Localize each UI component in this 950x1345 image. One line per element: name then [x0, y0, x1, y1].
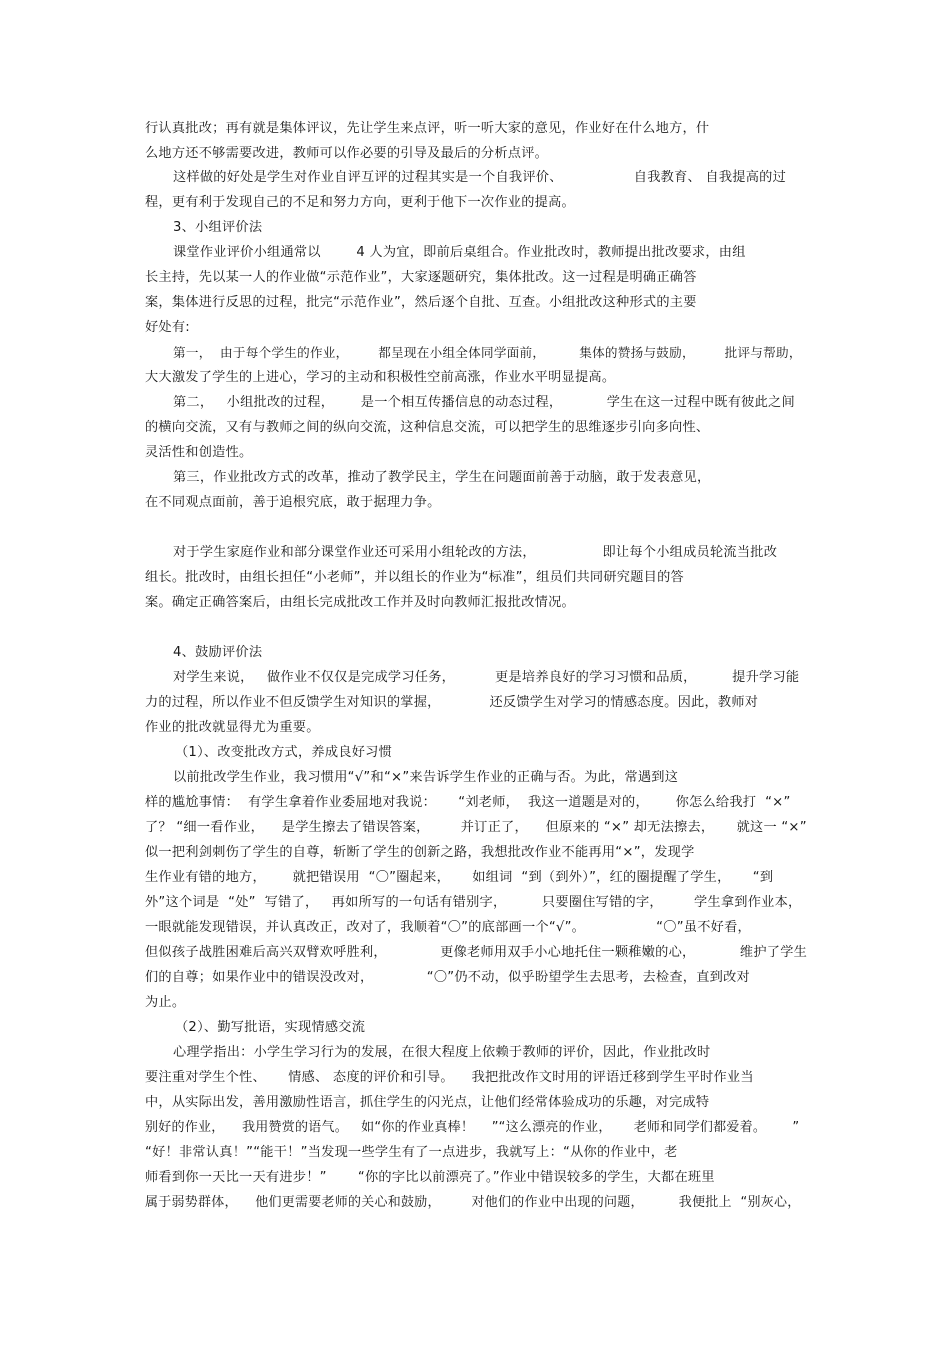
- text-line: 行认真批改；再有就是集体评议，先让学生来点评，听一听大家的意见，作业好在什么地方，什: [145, 121, 710, 136]
- text-line: 们的自尊；如果作业中的错误没改对， “〇”仍不动，似乎盼望学生去思考，去检查，直到改对: [145, 970, 750, 985]
- text-line: 师看到你一天比一天有进步！” “你的字比以前漂亮了。”作业中错误较多的学生，大都在班里: [145, 1170, 715, 1185]
- text-line: 要注重对学生个性、 情感、 态度的评价和引导。 我把批改作文时用的评语迁移到学生平时作业当: [145, 1070, 754, 1085]
- text-line: 心理学指出：小学生学习行为的发展，在很大程度上依赖于教师的评价，因此，作业批改时: [173, 1045, 711, 1060]
- text-line: 灵活性和创造性。: [145, 445, 253, 460]
- text-line: 么地方还不够需要改进，教师可以作必要的引导及最后的分析点评。: [145, 146, 549, 161]
- text-line: 生作业有错的地方， 就把错误用 “〇”圈起来， 如组词 “到（到外）”，红的圈提醒了学生， “到: [145, 870, 774, 885]
- text-line: 为止。: [145, 995, 186, 1010]
- text-line: 作业的批改就显得尤为重要。: [145, 720, 320, 735]
- text-line: 对学生来说， 做作业不仅仅是完成学习任务， 更是培养良好的学习习惯和品质， 提升学习能: [173, 670, 800, 685]
- text-line: 第三，作业批改方式的改革，推动了教学民主，学生在问题面前善于动脑，敢于发表意见，: [173, 470, 711, 485]
- text-line: 案。确定正确答案后，由组长完成批改工作并及时向教师汇报批改情况。: [145, 595, 575, 610]
- subsection-heading: （1）、改变批改方式，养成良好习惯: [175, 745, 393, 760]
- text-line: 中，从实际出发，善用激励性语言，抓住学生的闪光点，让他们经常体验成功的乐趣，对完成特: [145, 1095, 710, 1110]
- text-line: 力的过程，所以作业不但反馈学生对知识的掌握， 还反馈学生对学习的情感态度。因此，教师对: [145, 695, 759, 710]
- text-line: 课堂作业评价小组通常以 4 人为宜，即前后桌组合。作业批改时，教师提出批改要求，由组: [173, 245, 746, 260]
- text-line: 第一， 由于每个学生的作业， 都呈现在小组全体同学面前， 集体的赞扬与鼓励， 批评与帮助，: [173, 345, 802, 360]
- text-line: 程，更有利于发现自己的不足和努力方向，更利于他下一次作业的提高。: [145, 195, 575, 210]
- text-line: 似一把利剑刺伤了学生的自尊，斩断了学生的创新之路，我想批改作业不能再用“×”，发现学: [145, 845, 695, 860]
- text-line: 别好的作业， 我用赞赏的语气。 如“你的作业真棒！ ”“这么漂亮的作业， 老师和同学们都爱着。 ”: [145, 1120, 800, 1135]
- subsection-heading: （2）、勤写批语，实现情感交流: [175, 1020, 366, 1035]
- text-line: 第二， 小组批改的过程， 是一个相互传播信息的动态过程， 学生在这一过程中既有彼此之间: [173, 395, 795, 410]
- text-line: 了？ “细一看作业， 是学生擦去了错误答案， 并订正了， 但原来的 “×” 却无法擦去， 就这一 “×”: [145, 820, 807, 835]
- text-line: 这样做的好处是学生对作业自评互评的过程其实是一个自我评价、 自我教育、 自我提高的过: [173, 170, 787, 185]
- text-line: 的横向交流，又有与教师之间的纵向交流，这种信息交流，可以把学生的思维逐步引向多向性、: [145, 420, 710, 435]
- text-line: 好处有:: [145, 320, 191, 335]
- section-heading: 3、小组评价法: [173, 220, 263, 235]
- text-line: 在不同观点面前，善于追根究底，敢于据理力争。: [145, 495, 441, 510]
- text-line: 对于学生家庭作业和部分课堂作业还可采用小组轮改的方法， 即让每个小组成员轮流当批改: [173, 545, 778, 560]
- section-heading: 4、鼓励评价法: [173, 645, 263, 660]
- text-line: “好！非常认真！”“能干！”当发现一些学生有了一点进步，我就写上：“从你的作业中，老: [145, 1145, 678, 1160]
- text-line: 长主持，先以某一人的作业做“示范作业”，大家逐题研究，集体批改。这一过程是明确正确答: [145, 270, 697, 285]
- text-line: 一眼就能发现错误，并认真改正，改对了，我顺着“〇”的底部画一个“√”。 “〇”虽不好看，: [145, 920, 751, 935]
- text-line: 外”这个词是 “处” 写错了， 再如所写的一句话有错别字， 只要圈住写错的字， 学生拿到作业本，: [145, 895, 802, 910]
- text-line: 样的尴尬事情： 有学生拿着作业委屈地对我说： “刘老师， 我这一道题是对的， 你怎么给我打 “×”: [145, 795, 791, 810]
- text-line: 属于弱势群体， 他们更需要老师的关心和鼓励， 对他们的作业中出现的问题， 我便批上 “别灰心，: [145, 1195, 801, 1210]
- text-line: 但似孩子战胜困难后高兴双臂欢呼胜利， 更像老师用双手小心地托住一颗稚嫩的心， 维护了学生: [145, 945, 808, 960]
- text-line: 大大激发了学生的上进心，学习的主动和积极性空前高涨，作业水平明显提高。: [145, 370, 616, 385]
- text-line: 以前批改学生作业，我习惯用“√”和“×”来告诉学生作业的正确与否。为此，常遇到这: [173, 770, 679, 785]
- text-line: 组长。批改时，由组长担任“小老师”，并以组长的作业为“标准”，组员们共同研究题目的答: [145, 570, 684, 585]
- text-line: 案，集体进行反思的过程，批完“示范作业”，然后逐个自批、互查。小组批改这种形式的主要: [145, 295, 697, 310]
